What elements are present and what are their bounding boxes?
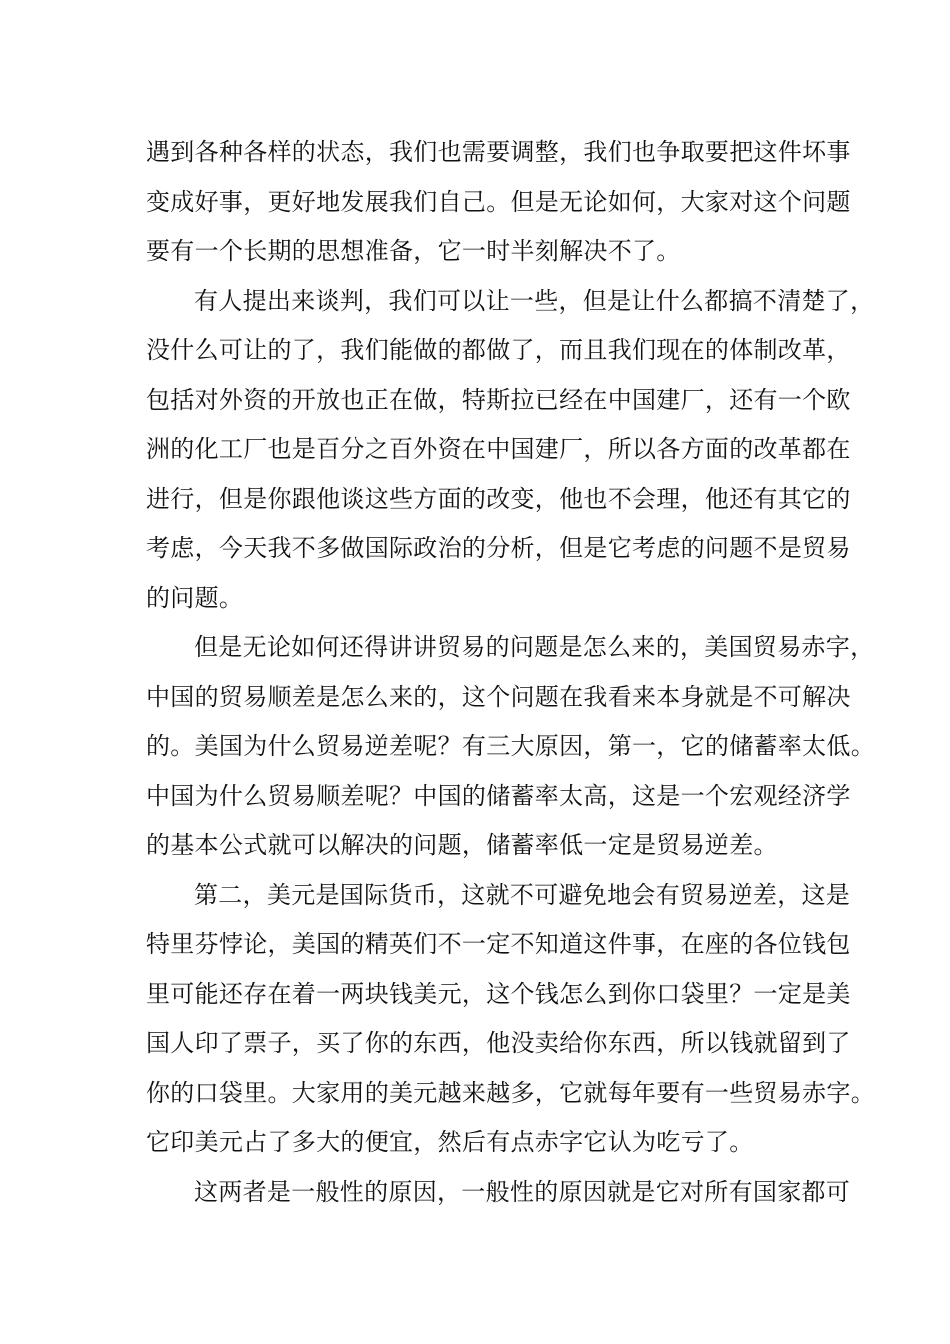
- text-line: 的问题。: [146, 583, 244, 612]
- paragraph: [146, 277, 875, 624]
- text-line: 有人提出来谈判，我们可以让一些，但是让什么都搞不清楚了，: [194, 286, 875, 315]
- paragraph: [146, 128, 851, 277]
- text-line: 第二，美元是国际货币，这就不可避免地会有贸易逆差，这是: [194, 880, 851, 909]
- paragraph: [146, 871, 875, 1168]
- text-line: 里可能还存在着一两块钱美元，这个钱怎么到你口袋里？一定是美: [146, 979, 851, 1008]
- text-line: 中国为什么贸易顺差呢？中国的储蓄率太高，这是一个宏观经济学: [146, 781, 851, 810]
- text-line: 的基本公式就可以解决的问题，储蓄率低一定是贸易逆差。: [146, 831, 778, 859]
- text-line: 它印美元占了多大的便宜，然后有点赤字它认为吃亏了。: [146, 1128, 754, 1156]
- text-line: 变成好事，更好地发展我们自己。但是无论如何，大家对这个问题: [146, 187, 851, 216]
- text-line: 包括对外资的开放也正在做，特斯拉已经在中国建厂，还有一个欧: [146, 385, 851, 414]
- text-line: 特里芬悖论，美国的精英们不一定不知道这件事，在座的各位钱包: [146, 930, 851, 958]
- document-body: [146, 128, 875, 1217]
- text-line: 中国的贸易顺差是怎么来的，这个问题在我看来本身就是不可解决: [146, 682, 851, 711]
- text-line: 没什么可让的了，我们能做的都做了，而且我们现在的体制改革，: [146, 336, 851, 364]
- text-line: 你的口袋里。大家用的美元越来越多，它就每年要有一些贸易赤字。: [146, 1078, 875, 1107]
- text-line: 国人印了票子，买了你的东西，他没卖给你东西，所以钱就留到了: [146, 1029, 851, 1057]
- text-line: 但是无论如何还得讲讲贸易的问题是怎么来的，美国贸易赤字，: [194, 633, 875, 661]
- text-line: 进行，但是你跟他谈这些方面的改变，他也不会理，他还有其它的: [146, 484, 851, 513]
- text-line: 要有一个长期的思想准备，它一时半刻解决不了。: [146, 237, 681, 265]
- text-line: 遇到各种各样的状态，我们也需要调整，我们也争取要把这件坏事: [146, 138, 851, 166]
- paragraph: [146, 1168, 851, 1218]
- text-line: 洲的化工厂也是百分之百外资在中国建厂，所以各方面的改革都在: [146, 435, 851, 463]
- text-line: 考虑，今天我不多做国际政治的分析，但是它考虑的问题不是贸易: [146, 534, 851, 562]
- text-line: 的。美国为什么贸易逆差呢？有三大原因，第一，它的储蓄率太低。: [146, 732, 875, 760]
- paragraph: [146, 623, 875, 871]
- text-line: 这两者是一般性的原因，一般性的原因就是它对所有国家都可: [194, 1177, 851, 1206]
